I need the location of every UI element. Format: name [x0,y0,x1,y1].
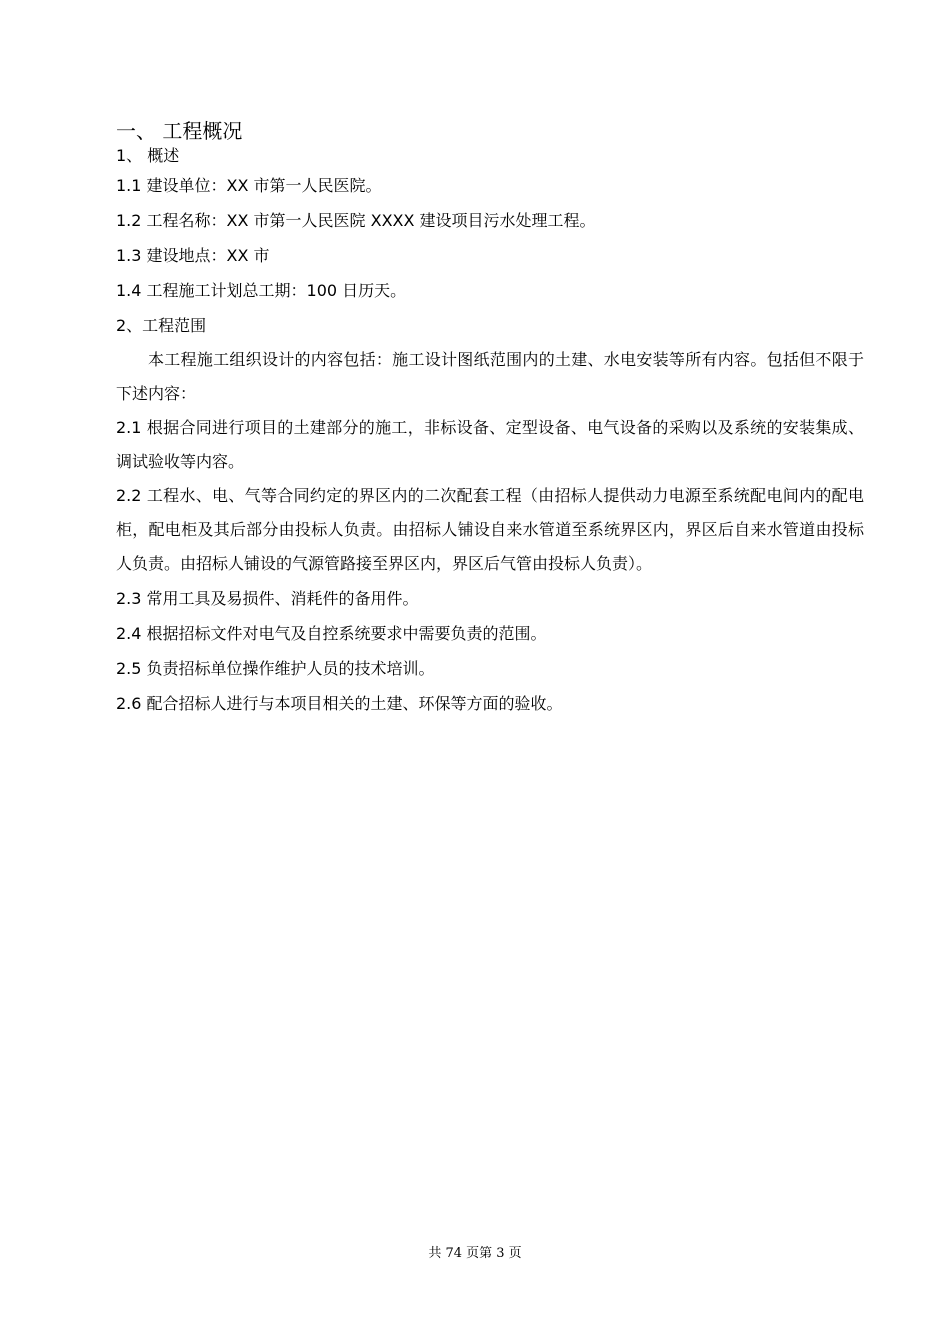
item-1-3: 1.3 建设地点：XX 市 [116,246,270,265]
subsection-title-overview: 1、 概述 [116,146,180,165]
item-1-1: 1.1 建设单位：XX 市第一人民医院。 [116,176,382,195]
document-body [116,118,864,721]
item-2-5: 2.5 负责招标单位操作维护人员的技术培训。 [116,659,435,678]
item-2-4: 2.4 根据招标文件对电气及自控系统要求中需要负责的范围。 [116,624,547,643]
page-footer: 共 74 页第 3 页 [428,1246,522,1261]
item-2-3: 2.3 常用工具及易损件、消耗件的备用件。 [116,589,419,608]
item-2-2: 2.2 工程水、电、气等合同约定的界区内的二次配套工程（由招标人提供动力电源至系统配电间内的配电柜，配电柜及其后部分由投标人负责。由招标人铺设自来水管道至系统界区内，界区后自来水管道由投标人负责。由招标人铺设的气源管路接至界区内，界区后气管由投标人负责）。 [116,486,864,573]
item-2-6: 2.6 配合招标人进行与本项目相关的土建、环保等方面的验收。 [116,694,563,713]
item-2-1: 2.1 根据合同进行项目的土建部分的施工，非标设备、定型设备、电气设备的采购以及系统的安装集成、调试验收等内容。 [116,418,864,471]
item-1-4: 1.4 工程施工计划总工期：100 日历天。 [116,281,407,300]
subsection-title-scope: 2、工程范围 [116,316,207,335]
scope-intro-paragraph: 本工程施工组织设计的内容包括：施工设计图纸范围内的土建、水电安装等所有内容。包括但不限于下述内容： [116,350,864,403]
section-heading: 一、 工程概况 [116,119,243,143]
item-1-2: 1.2 工程名称：XX 市第一人民医院 XXXX 建设项目污水处理工程。 [116,211,596,230]
